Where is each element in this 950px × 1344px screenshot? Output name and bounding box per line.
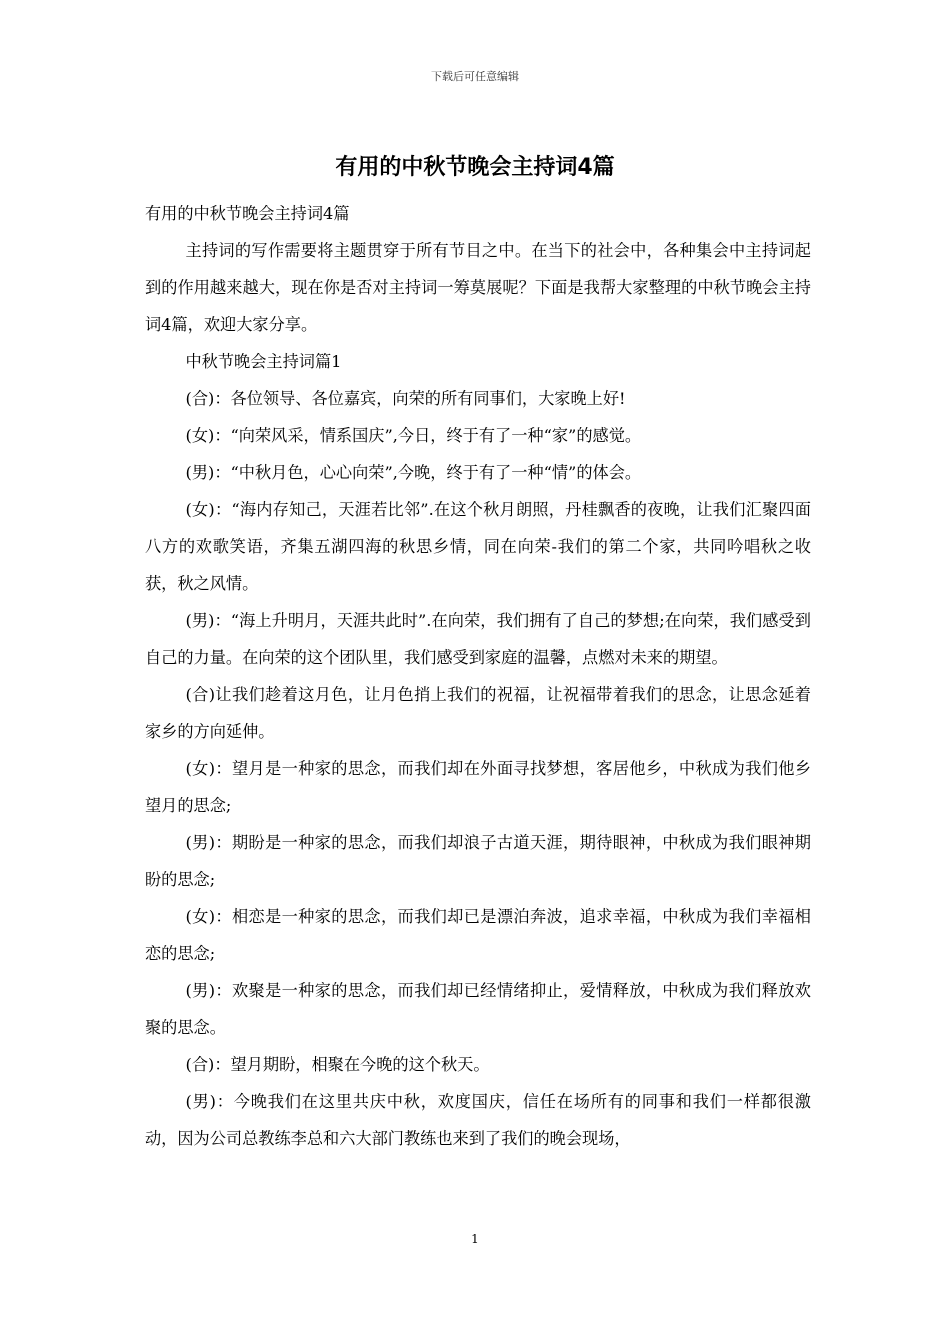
script-line: (女)：“向荣风采，情系国庆”,今日，终于有了一种“家”的感觉。: [185, 426, 642, 445]
intro-paragraph: 主持词的写作需要将主题贯穿于所有节目之中。在当下的社会中，各种集会中主持词起到的作用越来越大，现在你是否对主持词一筹莫展呢？下面是我帮大家整理的中秋节晚会主持词4篇，欢迎大家分享。: [145, 241, 811, 334]
section-heading: 中秋节晚会主持词篇1: [185, 352, 342, 371]
script-line: (女)：“海内存知己，天涯若比邻”.在这个秋月朗照，丹桂飘香的夜晚，让我们汇聚四面八方的欢歌笑语，齐集五湖四海的秋思乡情，同在向荣-我们的第二个家，共同吟唱秋之收获，秋之风情。: [145, 500, 811, 593]
script-line: (男)：欢聚是一种家的思念，而我们却已经情绪抑止，爱情释放，中秋成为我们释放欢聚的思念。: [145, 981, 811, 1037]
script-line: (女)：望月是一种家的思念，而我们却在外面寻找梦想，客居他乡，中秋成为我们他乡望月的思念;: [145, 759, 811, 815]
script-line: (男)：期盼是一种家的思念，而我们却浪子古道天涯，期待眼神，中秋成为我们眼神期盼的思念;: [145, 833, 811, 889]
script-line: (男)：今晚我们在这里共庆中秋，欢度国庆，信任在场所有的同事和我们一样都很激动，因为公司总教练李总和六大部门教练也来到了我们的晚会现场，: [145, 1092, 811, 1148]
script-line: (合)让我们趁着这月色，让月色捎上我们的祝福，让祝福带着我们的思念，让思念延着家乡的方向延伸。: [145, 685, 811, 741]
script-line: (男)：“海上升明月，天涯共此时”.在向荣，我们拥有了自己的梦想;在向荣，我们感受到自己的力量。在向荣的这个团队里，我们感受到家庭的温馨，点燃对未来的期望。: [145, 611, 811, 667]
page-number: 1: [471, 1232, 479, 1246]
subtitle-paragraph: 有用的中秋节晚会主持词4篇: [145, 204, 350, 223]
document-title: 有用的中秋节晚会主持词4篇: [335, 155, 615, 180]
script-line: (男)：“中秋月色，心心向荣”,今晚，终于有了一种“情”的体会。: [185, 463, 642, 482]
page-header: 下载后可任意编辑: [431, 70, 519, 83]
script-line: (合)：各位领导、各位嘉宾，向荣的所有同事们，大家晚上好!: [185, 389, 626, 408]
document-body: [145, 195, 811, 1157]
script-line: (合)：望月期盼，相聚在今晚的这个秋天。: [185, 1055, 490, 1074]
script-line: (女)：相恋是一种家的思念，而我们却已是漂泊奔波，追求幸福，中秋成为我们幸福相恋的思念;: [145, 907, 811, 963]
